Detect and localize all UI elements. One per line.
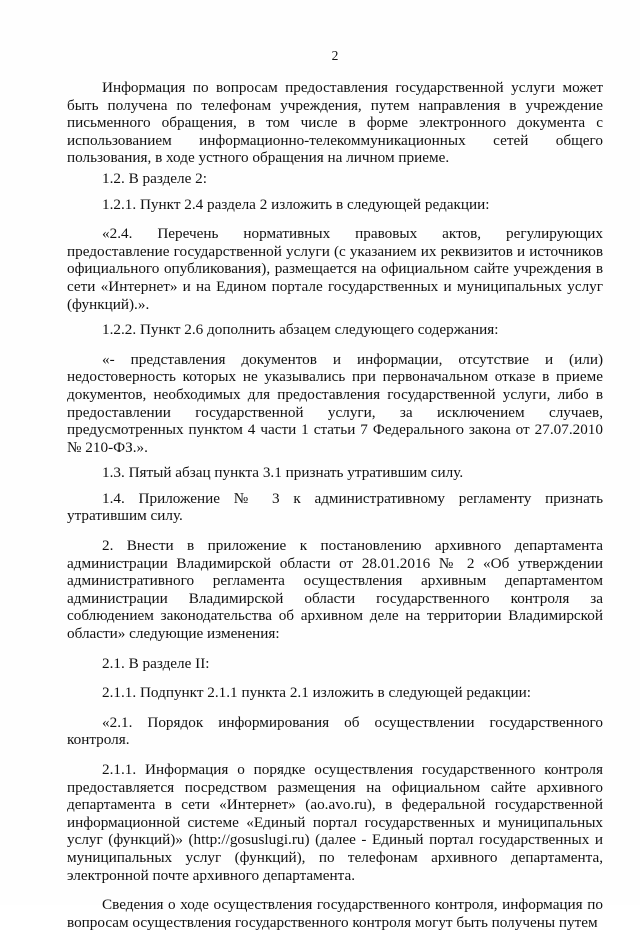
paragraph-2-1-1-heading: 2.1.1. Подпункт 2.1.1 пункта 2.1 изложить в следующей редакции:	[102, 684, 531, 702]
paragraph-1-2-2: 1.2.2. Пункт 2.6 дополнить абзацем следующего содержания:	[102, 321, 499, 339]
paragraph-1-2: 1.2. В разделе 2:	[102, 169, 207, 187]
paragraph-2-6-addition: «- представления документов и информации, отсутствие и (или) недостоверность которых не указывались при первоначальном отказе в приеме документов, необходимых для предоставления государственной услуги, либо в предоставлении государственной услуги, за исключением случаев, предусмотренных пунктом 4 части 1 статьи 7 Федерального закона от 27.07.2010 № 210-ФЗ.».	[67, 350, 603, 456]
paragraph-2-4-text: «2.4. Перечень нормативных правовых актов, регулирующих предоставление государственной услуги (с указанием их реквизитов и источников официального опубликования), размещается на официальном сайте учреждения в сети «Интернет» и на Едином портале государственных и муниципальных услуг (функций).».	[67, 225, 603, 313]
paragraph-control-progress: Сведения о ходе осуществления государственного контроля, информация по вопросам осуществления государственного контроля могут быть получены путем	[67, 896, 603, 931]
paragraph-2-1-procedure: «2.1. Порядок информирования об осуществлении государственного контроля.	[67, 713, 603, 749]
paragraph-2-1-1-text: 2.1.1. Информация о порядке осуществления государственного контроля предоставляется посредством размещения на официальном сайте архивного департамента в сети «Интернет» (ao.avo.ru), в федеральной государственной информационной системе «Единый портал государственных и муниципальных услуг (функций)» (http://gosuslugi.ru) (далее - Единый портал государственных и муниципальных услуг (функций), по телефонам архивного департамента, электронной почте архивного департамента.	[67, 761, 603, 884]
paragraph-1-2-1: 1.2.1. Пункт 2.4 раздела 2 изложить в следующей редакции:	[102, 195, 490, 213]
paragraph-1-4: 1.4. Приложение № 3 к административному регламенту признать утратившим силу.	[67, 489, 603, 525]
paragraph-2-amendment: 2. Внести в приложение к постановлению архивного департамента администрации Владимирской области от 28.01.2016 № 2 «Об утверждении административного регламента осуществления архивным департаментом администрации Владимирской области государственного контроля за соблюдением законодательства об архивном деле на территории Владимирской области» следующие изменения:	[67, 537, 603, 643]
page-number: 2	[331, 48, 339, 63]
paragraph-2-1: 2.1. В разделе II:	[102, 654, 210, 672]
paragraph-info-contacts: Информация по вопросам предоставления государственной услуги может быть получена по телефонам учреждения, путем направления в учреждение письменного обращения, в том числе в форме электронного документа с использованием информационно-телекоммуникационных сетей общего пользования, в ходе устного обращения на личном приеме.	[67, 79, 603, 167]
paragraph-1-3: 1.3. Пятый абзац пункта 3.1 признать утратившим силу.	[102, 464, 464, 482]
